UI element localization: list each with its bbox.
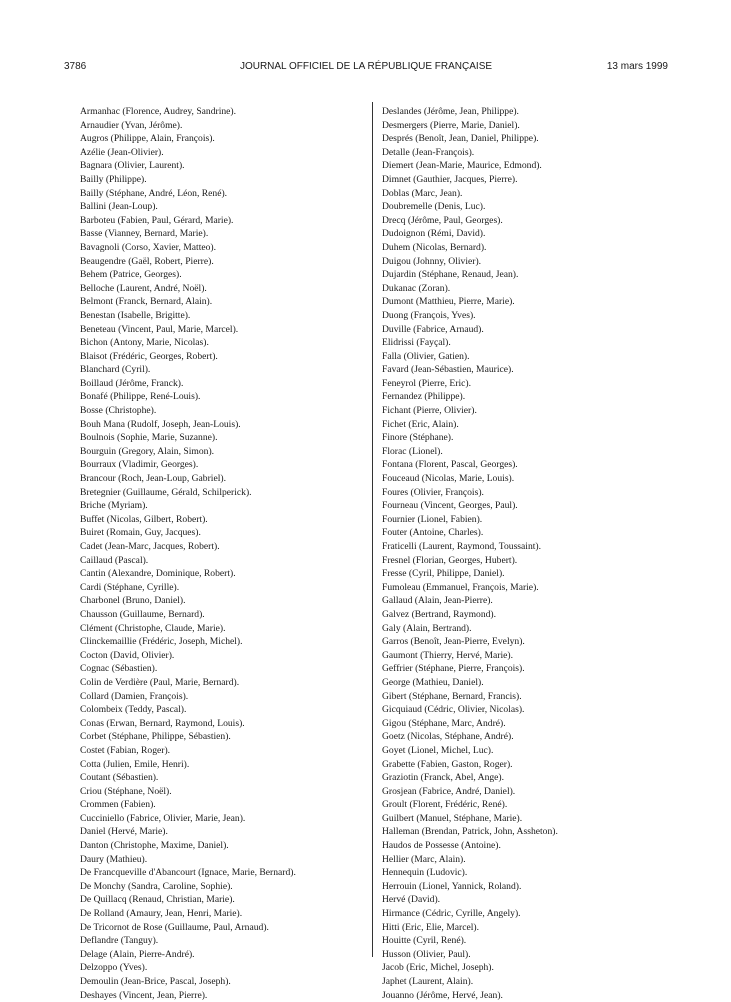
- name-entry: Gibert (Stéphane, Bernard, Francis).: [382, 690, 522, 702]
- name-entry: Gaumont (Thierry, Hervé, Marie).: [382, 649, 513, 661]
- name-entry: Foures (Olivier, François).: [382, 486, 484, 498]
- name-entry: Cardi (Stéphane, Cyrille).: [80, 581, 180, 593]
- name-entry: Beaugendre (Gaël, Robert, Pierre).: [80, 255, 214, 267]
- name-entry: Arnaudier (Yvan, Jérôme).: [80, 119, 183, 131]
- name-entry: Graziotin (Franck, Abel, Ange).: [382, 772, 505, 784]
- name-entry: Jacob (Eric, Michel, Joseph).: [382, 962, 494, 974]
- name-entry: De Tricornot de Rose (Guillaume, Paul, Arnaud).: [80, 921, 269, 933]
- name-entry: Dimnet (Gauthier, Jacques, Pierre).: [382, 173, 518, 185]
- name-entry: George (Mathieu, Daniel).: [382, 676, 484, 688]
- name-entry: De Rolland (Amaury, Jean, Henri, Marie).: [80, 908, 243, 920]
- name-entry: Cotta (Julien, Emile, Henri).: [80, 758, 190, 770]
- name-entry: Bagnara (Olivier, Laurent).: [80, 160, 185, 172]
- name-entry: Bailly (Philippe).: [80, 173, 147, 185]
- name-entry: Beneteau (Vincent, Paul, Marie, Marcel).: [80, 323, 239, 335]
- name-entry: De Monchy (Sandra, Caroline, Sophie).: [80, 880, 233, 892]
- column-divider: [372, 102, 373, 957]
- name-entry: Deslandes (Jérôme, Jean, Philippe).: [382, 106, 519, 117]
- name-entry: Fichet (Eric, Alain).: [382, 418, 459, 430]
- name-entry: Cadet (Jean-Marc, Jacques, Robert).: [80, 541, 220, 552]
- name-entry: Collard (Damien, François).: [80, 690, 189, 702]
- name-entry: Fraticelli (Laurent, Raymond, Toussaint).: [382, 541, 542, 552]
- name-entry: Cognac (Sébastien).: [80, 663, 158, 675]
- name-entry: Fichant (Pierre, Olivier).: [382, 405, 477, 417]
- page-number: 3786: [64, 61, 87, 72]
- name-entry: Desmergers (Pierre, Marie, Daniel).: [382, 119, 520, 131]
- name-entry: Hennequin (Ludovic).: [382, 867, 468, 879]
- name-entry: Duville (Fabrice, Arnaud).: [382, 323, 484, 335]
- name-entry: Després (Benoît, Jean, Daniel, Philippe).: [382, 133, 539, 145]
- name-entry: Corbet (Stéphane, Philippe, Sébastien).: [80, 731, 231, 743]
- publication-date: 13 mars 1999: [606, 61, 668, 72]
- left-name-column: [80, 105, 360, 1002]
- name-entry: Galvez (Bertrand, Raymond).: [382, 608, 497, 620]
- name-entry: Buffet (Nicolas, Gilbert, Robert).: [80, 513, 208, 525]
- name-entry: Dudoignon (Rémi, David).: [382, 228, 486, 240]
- name-entry: Delage (Alain, Pierre-André).: [80, 948, 195, 960]
- name-entry: Bonafé (Philippe, René-Louis).: [80, 391, 201, 403]
- name-entry: Finore (Stéphane).: [382, 432, 454, 444]
- name-entry: Falla (Olivier, Gatien).: [382, 350, 470, 362]
- name-entry: Deflandre (Tanguy).: [80, 935, 159, 947]
- name-entry: Grabette (Fabien, Gaston, Roger).: [382, 758, 513, 770]
- name-entry: Goetz (Nicolas, Stéphane, André).: [382, 731, 514, 743]
- name-entry: Cantin (Alexandre, Dominique, Robert).: [80, 568, 236, 580]
- name-entry: De Francqueville d'Abancourt (Ignace, Marie, Bernard).: [80, 867, 296, 879]
- name-entry: Drecq (Jérôme, Paul, Georges).: [382, 214, 503, 226]
- name-entry: Dumont (Matthieu, Pierre, Marie).: [382, 296, 515, 308]
- name-entry: Herrouin (Lionel, Yannick, Roland).: [382, 880, 522, 892]
- name-entry: Cucciniello (Fabrice, Olivier, Marie, Jean).: [80, 812, 246, 824]
- name-entry: Halleman (Brendan, Patrick, John, Assheton).: [382, 826, 558, 838]
- name-entry: Belmont (Franck, Bernard, Alain).: [80, 296, 213, 308]
- name-entry: Boillaud (Jérôme, Franck).: [80, 377, 184, 389]
- name-entry: Demoulin (Jean-Brice, Pascal, Joseph).: [80, 976, 231, 987]
- name-entry: Hervé (David).: [382, 894, 441, 906]
- name-entry: Haudos de Possesse (Antoine).: [382, 840, 501, 852]
- name-entry: Clément (Christophe, Claude, Marie).: [80, 622, 226, 634]
- name-entry: Bouh Mana (Rudolf, Joseph, Jean-Louis).: [80, 418, 241, 430]
- name-entry: Elidrissi (Fayçal).: [382, 337, 451, 349]
- name-entry: Groult (Florent, Frédéric, René).: [382, 799, 508, 811]
- name-entry: Geffrier (Stéphane, Pierre, François).: [382, 663, 525, 675]
- name-entry: Crommen (Fabien).: [80, 799, 156, 811]
- name-entry: Galy (Alain, Bertrand).: [382, 622, 472, 634]
- name-entry: Buiret (Romain, Guy, Jacques).: [80, 527, 201, 539]
- name-entry: Colin de Verdière (Paul, Marie, Bernard).: [80, 676, 240, 688]
- name-entry: Duhem (Nicolas, Bernard).: [382, 241, 487, 253]
- name-entry: Deshayes (Vincent, Jean, Pierre).: [80, 989, 208, 1001]
- name-entry: Jouanno (Jérôme, Hervé, Jean).: [382, 989, 503, 1001]
- name-entry: Diemert (Jean-Marie, Maurice, Edmond).: [382, 160, 542, 172]
- name-entry: Colombeix (Teddy, Pascal).: [80, 704, 187, 716]
- name-entry: Fournier (Lionel, Fabien).: [382, 513, 483, 525]
- name-entry: Guilbert (Manuel, Stéphane, Marie).: [382, 812, 523, 824]
- name-entry: Detalle (Jean-François).: [382, 146, 475, 158]
- name-entry: Bourraux (Vladimir, Georges).: [80, 459, 199, 471]
- name-entry: Duong (François, Yves).: [382, 309, 476, 321]
- name-entry: Bailly (Stéphane, André, Léon, René).: [80, 187, 228, 199]
- name-entry: Chausson (Guillaume, Bernard).: [80, 608, 205, 620]
- name-entry: Gallaud (Alain, Jean-Pierre).: [382, 595, 493, 607]
- name-entry: Fouter (Antoine, Charles).: [382, 527, 484, 539]
- name-entry: Azélie (Jean-Olivier).: [80, 146, 164, 158]
- name-entry: Delzoppo (Yves).: [80, 962, 148, 974]
- name-entry: Ballini (Jean-Loup).: [80, 201, 158, 213]
- name-entry: Boulnois (Sophie, Marie, Suzanne).: [80, 432, 218, 444]
- name-entry: Benestan (Isabelle, Brigitte).: [80, 309, 191, 321]
- name-entry: Caillaud (Pascal).: [80, 554, 149, 566]
- name-entry: Charbonel (Bruno, Daniel).: [80, 595, 186, 607]
- name-entry: Bosse (Christophe).: [80, 405, 157, 417]
- name-entry: Clinckemaillie (Frédéric, Joseph, Michel).: [80, 636, 243, 648]
- name-entry: Goyet (Lionel, Michel, Luc).: [382, 744, 494, 756]
- name-entry: Gigou (Stéphane, Marc, André).: [382, 717, 506, 729]
- name-entry: Bavagnoli (Corso, Xavier, Matteo).: [80, 241, 217, 253]
- name-entry: Hitti (Eric, Elie, Marcel).: [382, 921, 479, 933]
- name-entry: Behem (Patrice, Georges).: [80, 269, 182, 281]
- name-entry: Basse (Vianney, Bernard, Marie).: [80, 228, 209, 240]
- name-entry: Hellier (Marc, Alain).: [382, 853, 466, 865]
- page-header: [64, 61, 668, 77]
- name-entry: Grosjean (Fabrice, André, Daniel).: [382, 785, 516, 797]
- name-entry: Blanchard (Cyril).: [80, 364, 151, 376]
- name-entry: Briche (Myriam).: [80, 500, 148, 512]
- journal-title: JOURNAL OFFICIEL DE LA RÉPUBLIQUE FRANÇAISE: [239, 61, 493, 72]
- name-entry: Brancour (Roch, Jean-Loup, Gabriel).: [80, 473, 226, 485]
- name-entry: Japhet (Laurent, Alain).: [382, 976, 474, 987]
- name-entry: Husson (Olivier, Paul).: [382, 948, 471, 960]
- name-entry: Houitte (Cyril, René).: [382, 935, 467, 947]
- name-entry: Dukanac (Zoran).: [382, 282, 451, 294]
- name-entry: Bourguin (Gregory, Alain, Simon).: [80, 445, 215, 457]
- name-entry: Augros (Philippe, Alain, François).: [80, 133, 215, 145]
- name-entry: Danton (Christophe, Maxime, Daniel).: [80, 840, 229, 852]
- name-entry: Conas (Erwan, Bernard, Raymond, Louis).: [80, 717, 245, 729]
- name-entry: Fontana (Florent, Pascal, Georges).: [382, 459, 518, 471]
- name-entry: Favard (Jean-Sébastien, Maurice).: [382, 364, 514, 376]
- right-name-column: [382, 105, 682, 1002]
- name-entry: Coutant (Sébastien).: [80, 772, 159, 784]
- name-entry: Daniel (Hervé, Marie).: [80, 826, 168, 838]
- name-entry: Doblas (Marc, Jean).: [382, 187, 463, 199]
- name-entry: Daury (Mathieu).: [80, 853, 148, 865]
- name-entry: Fourneau (Vincent, Georges, Paul).: [382, 500, 518, 512]
- name-entry: Criou (Stéphane, Noël).: [80, 785, 172, 797]
- name-entry: Fresnel (Florian, Georges, Hubert).: [382, 554, 518, 566]
- name-entry: Blaisot (Frédéric, Georges, Robert).: [80, 350, 218, 362]
- name-entry: Fouceaud (Nicolas, Marie, Louis).: [382, 473, 515, 485]
- name-entry: Dujardin (Stéphane, Renaud, Jean).: [382, 269, 519, 281]
- name-entry: Hirmance (Cédric, Cyrille, Angely).: [382, 908, 521, 920]
- name-entry: Doubremelle (Denis, Luc).: [382, 201, 486, 213]
- name-entry: Belloche (Laurent, André, Noël).: [80, 282, 207, 294]
- name-entry: Gicquiaud (Cédric, Olivier, Nicolas).: [382, 704, 525, 716]
- name-entry: Fresse (Cyril, Philippe, Daniel).: [382, 568, 505, 580]
- name-entry: Florac (Lionel).: [382, 445, 443, 457]
- name-entry: Garros (Benoît, Jean-Pierre, Evelyn).: [382, 636, 525, 648]
- name-entry: Fumoleau (Emmanuel, François, Marie).: [382, 581, 539, 593]
- name-entry: Cocton (David, Olivier).: [80, 649, 175, 661]
- name-entry: Costet (Fabian, Roger).: [80, 744, 171, 756]
- name-entry: De Quillacq (Renaud, Christian, Marie).: [80, 894, 235, 906]
- name-entry: Armanhac (Florence, Audrey, Sandrine).: [80, 106, 237, 117]
- name-entry: Bichon (Antony, Marie, Nicolas).: [80, 337, 209, 349]
- name-entry: Feneyrol (Pierre, Eric).: [382, 377, 471, 389]
- name-entry: Bretegnier (Guillaume, Gérald, Schilperick).: [80, 486, 252, 498]
- name-entry: Duigou (Johnny, Olivier).: [382, 255, 482, 267]
- name-entry: Fernandez (Philippe).: [382, 391, 466, 403]
- name-entry: Barboteu (Fabien, Paul, Gérard, Marie).: [80, 214, 234, 226]
